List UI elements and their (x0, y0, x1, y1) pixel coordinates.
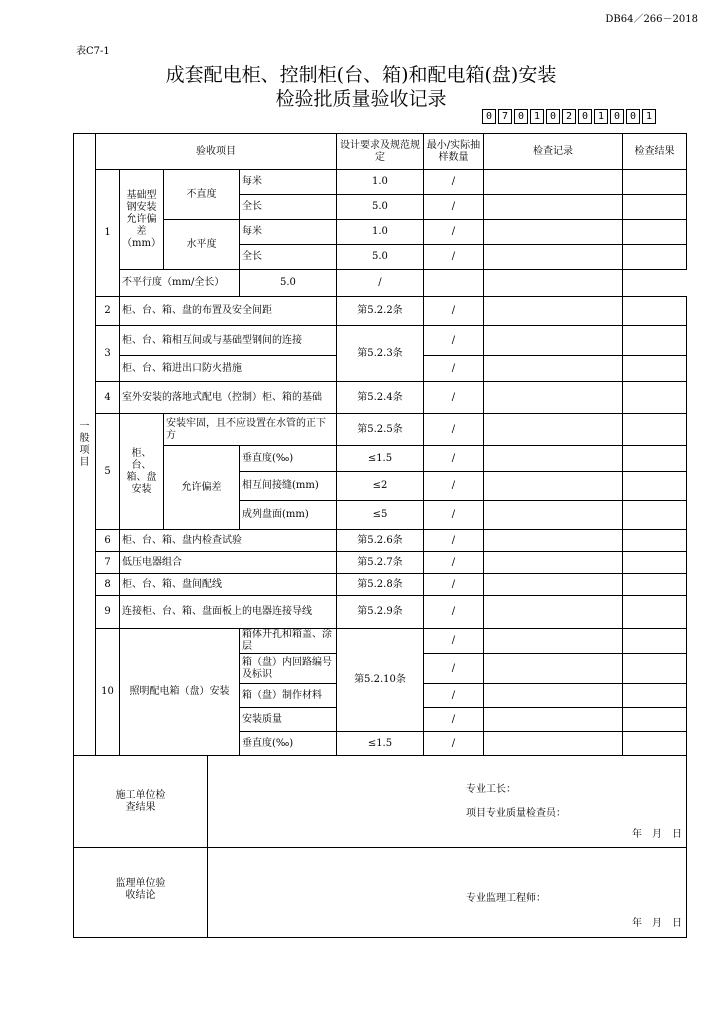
supervision-label-cell (74, 848, 208, 938)
inspection-table (73, 133, 687, 938)
r1a-label: 每米 (239, 170, 336, 195)
r5d-label: 成列盘面(mm) (239, 501, 336, 530)
row-no: 6 (96, 530, 120, 552)
code-digit-box: 0 (578, 109, 592, 124)
supervision-engineer-label: 专业监理工程师： (465, 893, 546, 904)
r9-sample: / (423, 596, 483, 629)
r5b-result[interactable] (622, 446, 686, 472)
code-digit-box: 2 (562, 109, 576, 124)
category-label: 一般项目 (79, 420, 90, 468)
r1c-result[interactable] (622, 220, 686, 245)
r2-design: 第5.2.2条 (336, 297, 423, 326)
r6-result[interactable] (622, 530, 686, 552)
batch-code-boxes (482, 109, 658, 124)
r5d-sample: / (423, 501, 483, 530)
r1e-result[interactable] (483, 270, 622, 297)
r7-design: 第5.2.7条 (336, 552, 423, 574)
r1b-sample: / (423, 195, 483, 220)
r9-record[interactable] (483, 596, 622, 629)
quality-inspector-label: 项目专业质量检查员： (465, 808, 566, 819)
r10-design: 第5.2.10条 (336, 629, 423, 732)
code-digit-box: 1 (642, 109, 656, 124)
r3b-sample: / (423, 356, 483, 382)
r3a-sample: / (423, 326, 483, 356)
row-no: 2 (96, 297, 120, 326)
r7-label: 低压电器组合 (120, 552, 337, 574)
code-digit-box: 1 (594, 109, 608, 124)
r8-record[interactable] (483, 574, 622, 596)
r1d-result[interactable] (622, 245, 686, 270)
r9-result[interactable] (622, 596, 686, 629)
r4-result[interactable] (622, 382, 686, 414)
col-design-header: 设计要求及规范规定 (336, 134, 423, 170)
r1a-record[interactable] (483, 170, 622, 195)
r6-design: 第5.2.6条 (336, 530, 423, 552)
row-no: 5 (96, 414, 120, 530)
r8-sample: / (423, 574, 483, 596)
code-digit-box: 0 (626, 109, 640, 124)
form-title-line2: 检验批质量验收记录 (275, 88, 447, 110)
r8-result[interactable] (622, 574, 686, 596)
r3b-result[interactable] (622, 356, 686, 382)
table-number: 表C7-1 (76, 46, 110, 57)
code-digit-box: 1 (530, 109, 544, 124)
r3b-label: 柜、台、箱进出口防火措施 (120, 356, 337, 382)
col-sample-header: 最小/实际抽样数量 (423, 134, 483, 170)
row-no: 7 (96, 552, 120, 574)
r1e-label: 不平行度（mm/全长） (120, 270, 240, 297)
r3b-record[interactable] (483, 356, 622, 382)
r5-deviation-label: 允许偏差 (163, 446, 239, 530)
r1b-record[interactable] (483, 195, 622, 220)
r1d-design: 5.0 (336, 245, 423, 270)
r1b-design: 5.0 (336, 195, 423, 220)
r4-design: 第5.2.4条 (336, 382, 423, 414)
r1-level-label: 水平度 (163, 220, 239, 270)
r10e-label: 垂直度(‰) (239, 732, 336, 756)
supervision-date: 年 月 日 (631, 918, 682, 929)
code-digit-box: 0 (610, 109, 624, 124)
col-record-header: 检查记录 (483, 134, 622, 170)
r10d-record[interactable] (483, 708, 622, 732)
row-no: 3 (96, 326, 120, 382)
code-digit-box: 0 (546, 109, 560, 124)
r1c-sample: / (423, 220, 483, 245)
r5c-record[interactable] (483, 472, 622, 501)
r1a-result[interactable] (622, 170, 686, 195)
r5c-result[interactable] (622, 472, 686, 501)
r5a-design: 第5.2.5条 (336, 414, 423, 446)
row-no: 9 (96, 596, 120, 629)
form-title-line1: 成套配电柜、控制柜(台、箱)和配电箱(盘)安装 (165, 64, 557, 86)
r6-record[interactable] (483, 530, 622, 552)
r2-result[interactable] (622, 297, 686, 326)
r5b-sample: / (423, 446, 483, 472)
r5c-label: 相互间接缝(mm) (239, 472, 336, 501)
r10c-label: 箱（盘）制作材料 (239, 684, 336, 708)
r10d-sample: / (423, 708, 483, 732)
supervision-label: 监理单位验收结论 (115, 878, 166, 901)
row-no: 8 (96, 574, 120, 596)
code-digit-box: 0 (514, 109, 528, 124)
category-cell (74, 134, 96, 756)
r10a-sample: / (423, 629, 483, 654)
r1-straightness-label: 不直度 (163, 170, 239, 220)
r6-sample: / (423, 530, 483, 552)
row-no: 4 (96, 382, 120, 414)
construction-date: 年 月 日 (631, 829, 682, 840)
r10b-record[interactable] (483, 654, 622, 684)
code-digit-box: 0 (482, 109, 496, 124)
r10d-result[interactable] (622, 708, 686, 732)
r1c-label: 每米 (239, 220, 336, 245)
r6-label: 柜、台、箱、盘内检查试验 (120, 530, 337, 552)
r10e-design: ≤1.5 (336, 732, 423, 756)
r3a-record[interactable] (483, 326, 622, 356)
r5a-label: 安装牢固，且不应设置在水管的正下方 (163, 414, 336, 446)
r10-group-label: 照明配电箱（盘）安装 (120, 629, 240, 756)
row-no: 10 (96, 629, 120, 756)
r7-sample: / (423, 552, 483, 574)
r1c-design: 1.0 (336, 220, 423, 245)
r10e-record[interactable] (483, 732, 622, 756)
r10b-label: 箱（盘）内回路编号及标识 (239, 654, 336, 684)
r8-label: 柜、台、箱、盘间配线 (120, 574, 337, 596)
r1d-record[interactable] (483, 245, 622, 270)
r5c-design: ≤2 (336, 472, 423, 501)
r7-result[interactable] (622, 552, 686, 574)
r2-sample: / (423, 297, 483, 326)
r1d-sample: / (423, 245, 483, 270)
r10d-label: 安装质量 (239, 708, 336, 732)
r3-design: 第5.2.3条 (336, 326, 423, 382)
r5a-result[interactable] (622, 414, 686, 446)
r10c-record[interactable] (483, 684, 622, 708)
r3a-label: 柜、台、箱相互间或与基础型钢间的连接 (120, 326, 337, 356)
r9-design: 第5.2.9条 (336, 596, 423, 629)
r1a-design: 1.0 (336, 170, 423, 195)
r5a-sample: / (423, 414, 483, 446)
r3a-result[interactable] (622, 326, 686, 356)
r5a-record[interactable] (483, 414, 622, 446)
r8-design: 第5.2.8条 (336, 574, 423, 596)
r2-label: 柜、台、箱、盘的布置及安全间距 (120, 297, 337, 326)
r10a-result[interactable] (622, 629, 686, 654)
row-no: 1 (96, 170, 120, 297)
code-digit-box: 7 (498, 109, 512, 124)
r1b-result[interactable] (622, 195, 686, 220)
r5b-record[interactable] (483, 446, 622, 472)
construction-label: 施工单位检查结果 (115, 789, 166, 813)
r4-label: 室外安装的落地式配电（控制）柜、箱的基础 (120, 382, 337, 414)
construction-result-cell[interactable] (207, 756, 686, 848)
r1e-record[interactable] (423, 270, 483, 297)
r1c-record[interactable] (483, 220, 622, 245)
r10b-sample: / (423, 654, 483, 684)
r2-record[interactable] (483, 297, 622, 326)
r1e-sample: / (336, 270, 423, 297)
foreman-label: 专业工长： (465, 784, 516, 795)
r10c-result[interactable] (622, 684, 686, 708)
r4-record[interactable] (483, 382, 622, 414)
r1d-label: 全长 (239, 245, 336, 270)
col-item-header: 验收项目 (96, 134, 337, 170)
r10e-result[interactable] (622, 732, 686, 756)
standard-number: DB64／266－2018 (605, 14, 698, 25)
r4-sample: / (423, 382, 483, 414)
r5-group-label: 柜、台、箱、盘安装 (120, 414, 164, 530)
col-result-header: 检查结果 (622, 134, 686, 170)
r1b-label: 全长 (239, 195, 336, 220)
r10c-sample: / (423, 684, 483, 708)
r5d-design: ≤5 (336, 501, 423, 530)
r1a-sample: / (423, 170, 483, 195)
r10a-label: 箱体开孔和箱盖、涂层 (239, 629, 336, 654)
r1e-design: 5.0 (239, 270, 336, 297)
r9-label: 连接柜、台、箱、盘面板上的电器连接导线 (120, 596, 337, 629)
r10b-result[interactable] (622, 654, 686, 684)
r7-record[interactable] (483, 552, 622, 574)
r5b-design: ≤1.5 (336, 446, 423, 472)
r5c-sample: / (423, 472, 483, 501)
r5d-result[interactable] (622, 501, 686, 530)
construction-label-cell (74, 756, 208, 848)
r10e-sample: / (423, 732, 483, 756)
r10a-record[interactable] (483, 629, 622, 654)
r1-group-label: 基础型钢安装允许偏差（mm） (120, 170, 164, 270)
r5d-record[interactable] (483, 501, 622, 530)
supervision-result-cell[interactable] (207, 848, 686, 938)
r5b-label: 垂直度(‰) (239, 446, 336, 472)
